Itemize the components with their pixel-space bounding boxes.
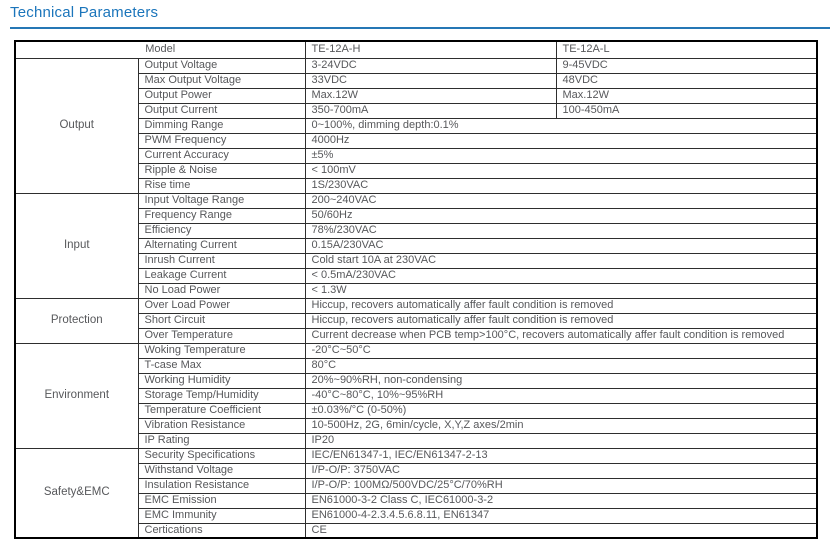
parameter-name-cell: PWM Frequency	[138, 133, 305, 148]
page-title: Technical Parameters	[10, 4, 159, 21]
parameter-name-cell: Over Load Power	[138, 298, 305, 313]
model-header-cell: Model	[15, 41, 305, 58]
parameter-name-cell: Leakage Current	[138, 268, 305, 283]
parameter-value-cell: EN61000-4-2.3.4.5.6.8.11, EN61347	[305, 508, 817, 523]
section-group-cell: Environment	[15, 343, 138, 448]
section-group-cell: Safety&EMC	[15, 448, 138, 538]
parameter-value-cell: 100-450mA	[556, 103, 817, 118]
parameter-name-cell: Max Output Voltage	[138, 73, 305, 88]
parameter-name-cell: Output Voltage	[138, 58, 305, 73]
parameter-value-cell: 200~240VAC	[305, 193, 817, 208]
parameter-value-cell: Current decrease when PCB temp>100°C, recovers automatically affer fault condition is removed	[305, 328, 817, 343]
parameter-value-cell: ±0.03%/°C (0-50%)	[305, 403, 817, 418]
parameter-name-cell: Woking Temperature	[138, 343, 305, 358]
model-te12al-header-cell: TE-12A-L	[556, 41, 817, 58]
parameter-name-cell: IP Rating	[138, 433, 305, 448]
parameter-name-cell: Efficiency	[138, 223, 305, 238]
parameter-value-cell: I/P-O/P: 3750VAC	[305, 463, 817, 478]
model-te12ah-header-cell: TE-12A-H	[305, 41, 556, 58]
parameter-value-cell: ±5%	[305, 148, 817, 163]
section-group-cell: Protection	[15, 298, 138, 343]
parameter-name-cell: Dimming Range	[138, 118, 305, 133]
parameter-name-cell: Insulation Resistance	[138, 478, 305, 493]
table-row	[15, 193, 817, 208]
parameter-value-cell: 0~100%, dimming depth:0.1%	[305, 118, 817, 133]
parameter-value-cell: Max.12W	[305, 88, 556, 103]
parameter-name-cell: Inrush Current	[138, 253, 305, 268]
parameter-value-cell: 1S/230VAC	[305, 178, 817, 193]
parameter-value-cell: I/P-O/P: 100MΩ/500VDC/25°C/70%RH	[305, 478, 817, 493]
parameter-name-cell: No Load Power	[138, 283, 305, 298]
parameter-name-cell: Over Temperature	[138, 328, 305, 343]
technical-parameters-table	[14, 40, 818, 539]
parameter-value-cell: 350-700mA	[305, 103, 556, 118]
parameter-value-cell: 78%/230VAC	[305, 223, 817, 238]
parameter-value-cell: 48VDC	[556, 73, 817, 88]
parameter-name-cell: Short Circuit	[138, 313, 305, 328]
parameter-value-cell: < 100mV	[305, 163, 817, 178]
parameter-name-cell: T-case Max	[138, 358, 305, 373]
parameter-value-cell: -20°C~50°C	[305, 343, 817, 358]
parameter-value-cell: 80°C	[305, 358, 817, 373]
parameter-name-cell: Input Voltage Range	[138, 193, 305, 208]
parameter-value-cell: < 0.5mA/230VAC	[305, 268, 817, 283]
parameter-value-cell: Hiccup, recovers automatically affer fault condition is removed	[305, 313, 817, 328]
parameter-value-cell: 20%~90%RH, non-condensing	[305, 373, 817, 388]
parameter-name-cell: Working Humidity	[138, 373, 305, 388]
parameter-name-cell: Vibration Resistance	[138, 418, 305, 433]
parameter-value-cell: Max.12W	[556, 88, 817, 103]
parameter-name-cell: Storage Temp/Humidity	[138, 388, 305, 403]
parameter-name-cell: Temperature Coefficient	[138, 403, 305, 418]
table-row	[15, 58, 817, 73]
parameter-value-cell: CE	[305, 523, 817, 538]
parameter-name-cell: Frequency Range	[138, 208, 305, 223]
parameter-name-cell: Output Power	[138, 88, 305, 103]
parameter-name-cell: EMC Immunity	[138, 508, 305, 523]
section-group-cell: Output	[15, 58, 138, 193]
parameter-value-cell: EN61000-3-2 Class C, IEC61000-3-2	[305, 493, 817, 508]
parameter-value-cell: 0.15A/230VAC	[305, 238, 817, 253]
parameter-value-cell: Hiccup, recovers automatically affer fault condition is removed	[305, 298, 817, 313]
table-row	[15, 298, 817, 313]
parameter-value-cell: 50/60Hz	[305, 208, 817, 223]
table-header-row	[15, 41, 817, 58]
parameter-name-cell: Ripple & Noise	[138, 163, 305, 178]
title-divider	[10, 27, 830, 29]
parameter-value-cell: IEC/EN61347-1, IEC/EN61347-2-13	[305, 448, 817, 463]
table-row	[15, 448, 817, 463]
section-group-cell: Input	[15, 193, 138, 298]
parameter-value-cell: 33VDC	[305, 73, 556, 88]
parameter-value-cell: IP20	[305, 433, 817, 448]
parameter-value-cell: 4000Hz	[305, 133, 817, 148]
parameter-name-cell: Current Accuracy	[138, 148, 305, 163]
table-row	[15, 343, 817, 358]
parameter-name-cell: Alternating Current	[138, 238, 305, 253]
table-body	[15, 58, 817, 538]
parameter-name-cell: Security Specifications	[138, 448, 305, 463]
parameter-value-cell: 10-500Hz, 2G, 6min/cycle, X,Y,Z axes/2min	[305, 418, 817, 433]
parameter-name-cell: Certications	[138, 523, 305, 538]
parameter-value-cell: Cold start 10A at 230VAC	[305, 253, 817, 268]
parameter-name-cell: Output Current	[138, 103, 305, 118]
parameter-value-cell: 3-24VDC	[305, 58, 556, 73]
parameter-name-cell: Withstand Voltage	[138, 463, 305, 478]
parameter-name-cell: EMC Emission	[138, 493, 305, 508]
parameter-value-cell: < 1.3W	[305, 283, 817, 298]
parameter-value-cell: 9-45VDC	[556, 58, 817, 73]
parameter-value-cell: -40°C~80°C, 10%~95%RH	[305, 388, 817, 403]
parameter-name-cell: Rise time	[138, 178, 305, 193]
